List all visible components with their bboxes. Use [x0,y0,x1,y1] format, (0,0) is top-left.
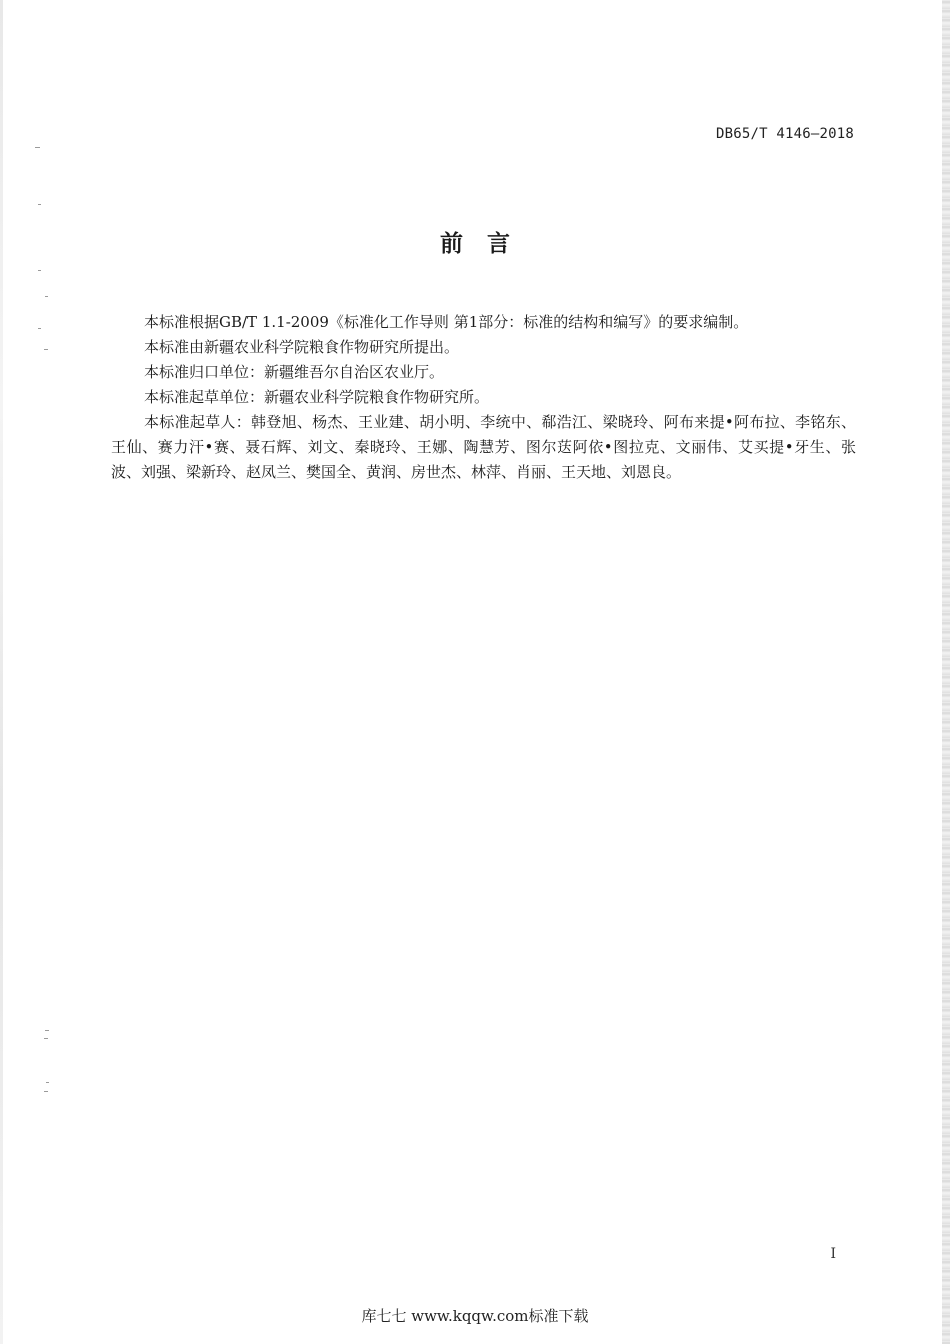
scan-edge-right [942,0,950,1344]
scan-speck [38,204,41,205]
document-code: DB65/T 4146—2018 [715,126,854,142]
page-number: I [830,1246,836,1262]
scan-speck [38,328,41,329]
paragraph-drafting-unit: 本标准起草单位：新疆农业科学院粮食作物研究所。 [144,388,490,406]
paragraph-drafting-basis: 本标准根据GB/T 1.1-2009《标准化工作导则 第1部分：标准的结构和编写》的要求编制。 [144,313,749,331]
scan-speck [45,296,48,297]
paragraph-responsible-unit: 本标准归口单位：新疆维吾尔自治区农业厅。 [144,363,445,381]
scan-edge-left [0,0,3,1344]
page-title: 前言 [440,231,534,257]
paragraph-proposer: 本标准由新疆农业科学院粮食作物研究所提出。 [144,338,460,356]
footer-watermark: 库七七 www.kqqw.com标准下载 [361,1307,589,1325]
paragraph-drafters: 本标准起草人：韩登旭、杨杰、王业建、胡小明、李统中、郗浩江、梁晓玲、阿布来提•阿布拉、李铭东、王仙、赛力汗•赛、聂石辉、刘文、秦晓玲、王娜、陶慧芳、图尔荙阿依•图拉克、文丽伟、艾买提•牙生、张波、刘强、梁新玲、赵凤兰、樊国全、黄润、房世杰、林萍、肖丽、王天地、刘恩良。 [111,413,856,481]
scan-speck [46,1082,49,1083]
scan-speck [35,147,40,148]
scan-speck [38,270,41,271]
scan-speck [44,1091,48,1092]
scan-speck [45,1030,49,1031]
scan-speck [44,349,48,350]
scan-speck [44,1038,48,1039]
foreword-body [111,310,856,485]
